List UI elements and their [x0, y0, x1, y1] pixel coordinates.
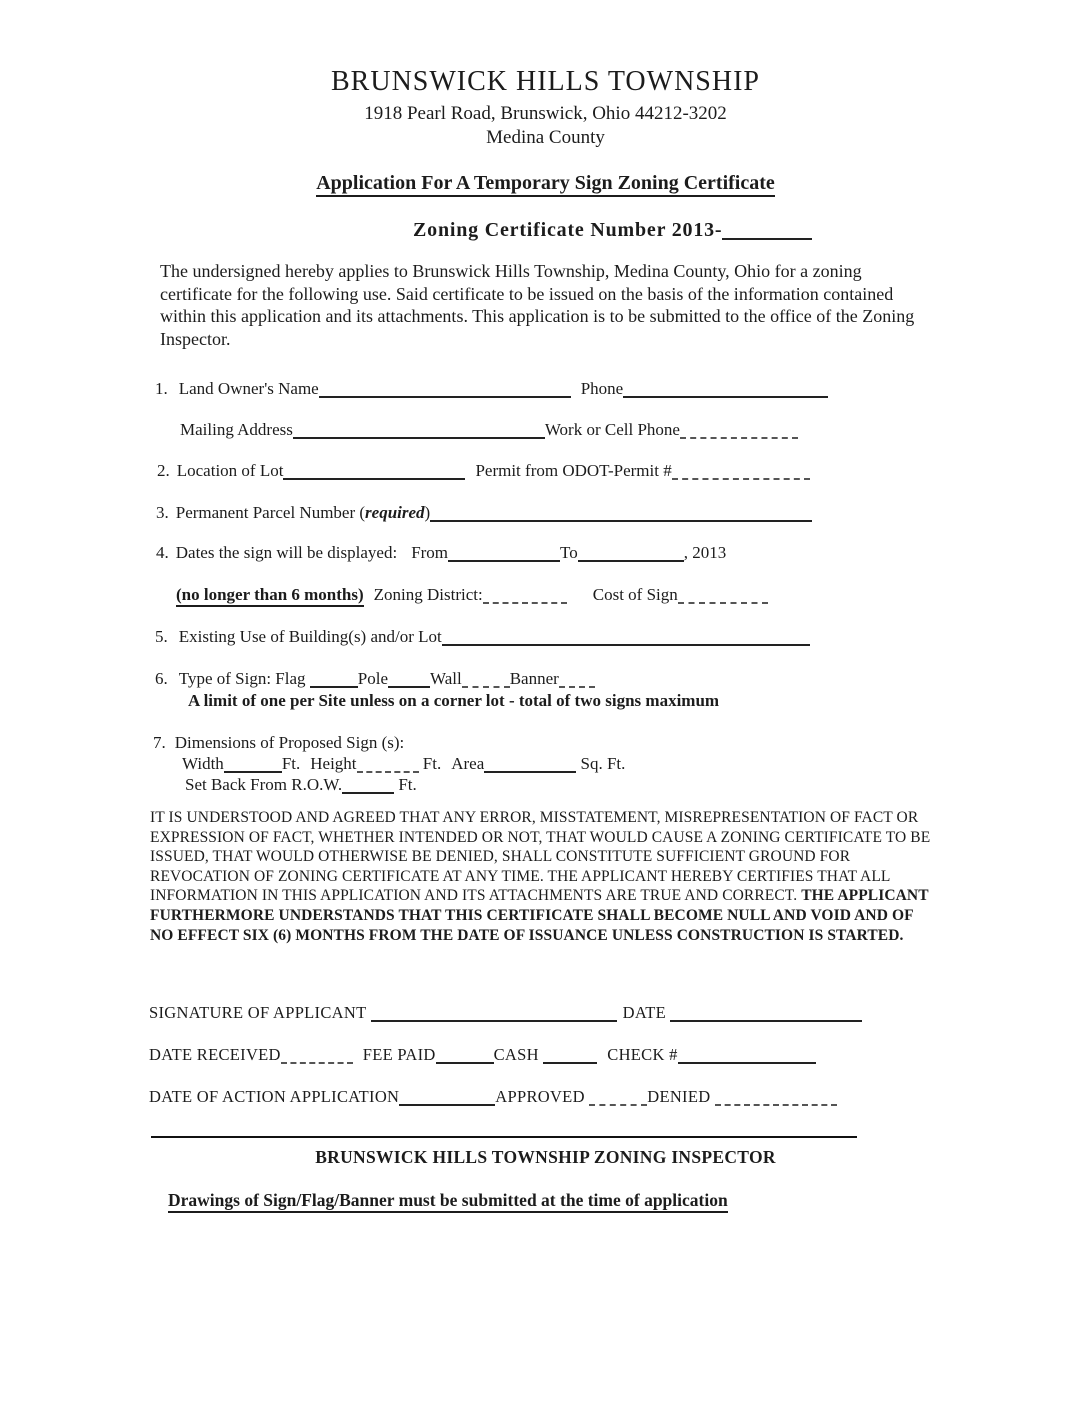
zoning-district-blank	[483, 602, 567, 604]
approved-blank	[589, 1104, 647, 1106]
item2-number: 2.	[157, 461, 170, 480]
field-dimensions-values	[182, 754, 625, 774]
zoning-district-label: Zoning District:	[373, 585, 483, 604]
denied-label: DENIED	[647, 1087, 711, 1106]
legal-text-bold: THE APPLICANT FURTHERMORE UNDERSTANDS THAT THIS CERTIFICATE SHALL BECOME NULL AND VOID AND OF NO EFFECT SIX (6) MONTHS FROM THE DATE OF ISSUANCE UNLESS CONSTRUCTION IS STARTED.	[150, 887, 929, 944]
item5-number: 5.	[155, 627, 168, 646]
certificate-number-label: Zoning Certificate Number 2013-	[413, 219, 723, 241]
township-address: 1918 Pearl Road, Brunswick, Ohio 44212-3202	[364, 103, 727, 124]
dates-displayed-label: Dates the sign will be displayed:	[175, 543, 398, 562]
banner-label: Banner	[509, 669, 559, 688]
to-label: To	[560, 543, 578, 562]
setback-blank	[342, 792, 394, 794]
county-line: Medina County	[486, 127, 605, 148]
field-dimensions-header	[153, 733, 404, 753]
drawings-note: Drawings of Sign/Flag/Banner must be submitted at the time of application	[168, 1190, 728, 1213]
ft-label-3: Ft.	[398, 775, 417, 794]
year-label: , 2013	[683, 543, 727, 562]
field-existing-use	[155, 627, 810, 647]
field-date-of-action	[149, 1087, 837, 1107]
location-of-lot-label: Location of Lot	[176, 461, 284, 480]
legal-text-normal: IT IS UNDERSTOOD AND AGREED THAT ANY ERROR, MISSTATEMENT, MISREPRESENTATION OF FACT OR EXPRESSION OF FACT, WHETHER INTENDED OR NOT, THAT WOULD CAUSE A ZONING CERTIFICATE TO BE ISSUED, THAT WOULD OTHERWISE BE DENIED, SHALL CONSTITUTE SUFFICIENT GROUND FOR REVOCATION OF ZONING CERTIFICATE AT ANY TIME. THE APPLICANT HEREBY CERTIFIES THAT ALL INFORMATION IN THIS APPLICATION AND ITS ATTACHMENTS ARE TRUE AND CORRECT.	[150, 809, 931, 905]
parcel-number-label: Permanent Parcel Number (	[175, 503, 366, 522]
parcel-number-blank	[430, 520, 812, 522]
fee-paid-label: FEE PAID	[362, 1045, 436, 1064]
cash-label: CASH	[493, 1045, 539, 1064]
sign-type-label: Type of Sign: Flag	[178, 669, 306, 688]
ft-label-2: Ft.	[422, 754, 442, 773]
required-word: required	[365, 503, 425, 522]
to-date-blank	[578, 560, 684, 562]
certificate-number-line	[413, 219, 812, 242]
sqft-label: Sq. Ft.	[580, 754, 626, 773]
field-dates-displayed	[156, 543, 726, 563]
pole-label: Pole	[357, 669, 389, 688]
work-phone-label: Work or Cell Phone	[544, 420, 680, 439]
odot-permit-blank	[672, 478, 810, 480]
location-of-lot-blank	[283, 478, 465, 480]
banner-blank	[559, 686, 595, 688]
date-received-label: DATE RECEIVED	[149, 1045, 281, 1064]
land-owner-blank	[319, 396, 571, 398]
item4-number: 4.	[156, 543, 169, 562]
parcel-number-label-close: )	[424, 503, 431, 522]
work-phone-blank	[680, 437, 798, 439]
area-label: Area	[451, 754, 485, 773]
check-blank	[678, 1062, 816, 1064]
certificate-number-blank	[722, 238, 812, 240]
field-parcel-number	[156, 503, 812, 523]
phone-blank	[623, 396, 828, 398]
duration-note: (no longer than 6 months)	[176, 585, 364, 607]
legal-paragraph	[150, 808, 936, 945]
intro-paragraph: The undersigned hereby applies to Brunswick Hills Township, Medina County, Ohio for a zoning certificate for the following use. Said certificate to be issued on the basis of the information contained within this application and its attachments. This application is to be submitted to the office of the Zoning Inspector.	[160, 261, 915, 349]
field-setback	[185, 775, 417, 795]
inspector-title: BRUNSWICK HILLS TOWNSHIP ZONING INSPECTOR	[315, 1147, 776, 1167]
field-signature	[149, 1003, 862, 1023]
signature-label: SIGNATURE OF APPLICANT	[149, 1003, 367, 1022]
existing-use-blank	[442, 644, 810, 646]
inspector-signature-line	[151, 1136, 857, 1138]
signature-blank	[371, 1020, 617, 1022]
odot-permit-label: Permit from ODOT-Permit #	[475, 461, 672, 480]
sign-limit-note: A limit of one per Site unless on a corner lot - total of two signs maximum	[188, 691, 720, 710]
mailing-address-blank	[293, 437, 545, 439]
height-label: Height	[310, 754, 357, 773]
width-label: Width	[182, 754, 224, 773]
existing-use-label: Existing Use of Building(s) and/or Lot	[178, 627, 442, 646]
area-blank	[484, 771, 576, 773]
check-label: CHECK #	[607, 1045, 678, 1064]
field-mailing-address	[180, 420, 798, 440]
date-blank	[670, 1020, 862, 1022]
item7-number: 7.	[153, 733, 166, 752]
phone-label: Phone	[580, 379, 624, 398]
mailing-address-label: Mailing Address	[180, 420, 293, 439]
flag-blank	[310, 686, 358, 688]
height-blank	[357, 771, 419, 773]
field-date-received	[149, 1045, 816, 1065]
ft-label-1: Ft.	[281, 754, 301, 773]
date-of-action-label: DATE OF ACTION APPLICATION	[149, 1087, 400, 1106]
wall-label: Wall	[430, 669, 462, 688]
land-owner-label: Land Owner's Name	[178, 379, 319, 398]
fee-paid-blank	[436, 1062, 494, 1064]
width-blank	[224, 771, 282, 773]
from-label: From	[411, 543, 449, 562]
cost-of-sign-label: Cost of Sign	[592, 585, 678, 604]
field-land-owner	[155, 379, 828, 399]
field-duration-district-cost	[176, 585, 768, 605]
date-label: DATE	[622, 1003, 666, 1022]
cash-blank	[543, 1062, 597, 1064]
date-received-blank	[281, 1062, 353, 1064]
cost-of-sign-blank	[678, 602, 768, 604]
denied-blank	[715, 1104, 837, 1106]
dimensions-label: Dimensions of Proposed Sign (s):	[174, 733, 405, 752]
setback-label: Set Back From R.O.W.	[185, 775, 343, 794]
form-title: Application For A Temporary Sign Zoning Certificate	[316, 172, 775, 197]
item1-number: 1.	[155, 379, 168, 398]
pole-blank	[388, 686, 430, 688]
from-date-blank	[448, 560, 560, 562]
date-of-action-blank	[399, 1104, 495, 1106]
item3-number: 3.	[156, 503, 169, 522]
township-title: BRUNSWICK HILLS TOWNSHIP	[331, 66, 760, 97]
wall-blank	[462, 686, 510, 688]
drawings-note-line	[168, 1190, 728, 1211]
form-title-line	[0, 172, 1091, 195]
field-sign-type	[155, 669, 595, 689]
field-location-of-lot	[157, 461, 810, 481]
approved-label: APPROVED	[495, 1087, 585, 1106]
item6-number: 6.	[155, 669, 168, 688]
